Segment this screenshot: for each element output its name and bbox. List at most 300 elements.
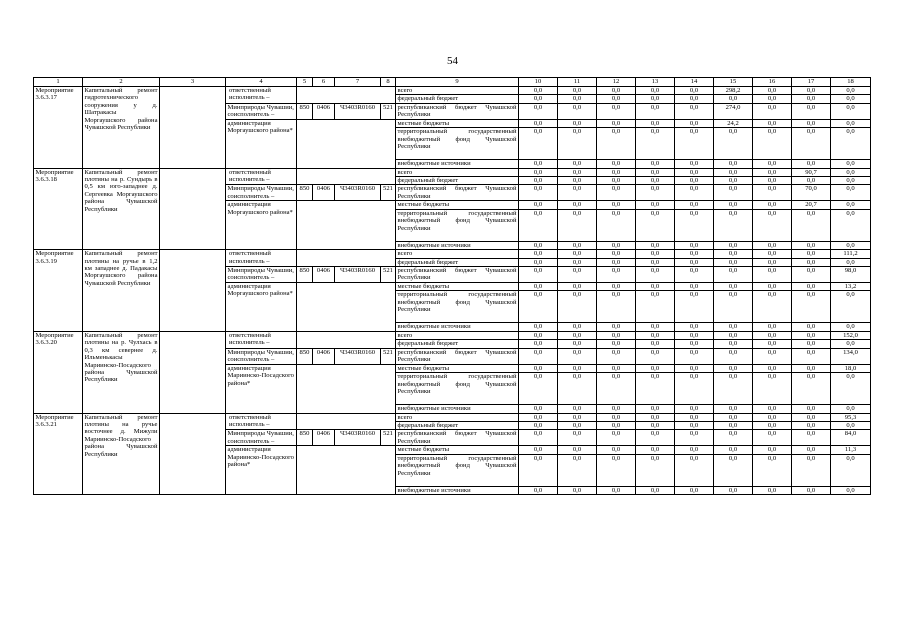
value-cell: 0,0 (558, 87, 597, 95)
value-cell: 0,0 (597, 201, 636, 209)
value-cell: 0,0 (675, 185, 714, 201)
value-cell: 0,0 (714, 373, 753, 405)
executor-label: ответственный исполнитель – (229, 168, 271, 184)
value-cell: 0,0 (519, 413, 558, 421)
value-cell: 0,0 (714, 258, 753, 266)
value-cell: 0,0 (792, 267, 831, 283)
funding-source: внебюджетные источники (396, 241, 519, 249)
value-cell: 0,0 (753, 421, 792, 429)
value-cell: 0,0 (675, 348, 714, 364)
empty-cell (160, 168, 226, 250)
value-cell: 0,0 (636, 446, 675, 454)
header-col-14: 14 (675, 78, 714, 87)
table-row (34, 87, 871, 95)
budget-code: 0406 (313, 103, 335, 119)
value-cell: 152,0 (831, 331, 871, 339)
value-cell: 0,0 (597, 177, 636, 185)
value-cell: 0,0 (792, 413, 831, 421)
value-cell: 0,0 (714, 454, 753, 486)
value-cell: 0,0 (558, 430, 597, 446)
funding-source: федеральный бюджет (396, 421, 519, 429)
budget-code: 521 (381, 185, 396, 201)
value-cell: 0,0 (636, 340, 675, 348)
value-cell: 0,0 (675, 241, 714, 249)
funding-source: территориальный государственный внебюджетный фонд Чувашской Республики (396, 209, 519, 241)
budget-code: Ч3403R0160 (335, 348, 381, 364)
value-cell: 0,0 (714, 128, 753, 160)
value-cell: 0,0 (597, 421, 636, 429)
value-cell: 0,0 (753, 340, 792, 348)
value-cell: 0,0 (714, 331, 753, 339)
value-cell: 0,0 (636, 168, 675, 176)
budget-code: Ч3403R0160 (335, 103, 381, 119)
value-cell: 0,0 (792, 348, 831, 364)
value-cell: 0,0 (831, 119, 871, 127)
header-col-4: 4 (226, 78, 297, 87)
value-cell: 0,0 (714, 250, 753, 258)
executor-mid: Минприроды Чувашии, соисполнитель – (226, 185, 297, 201)
event-description: Капитальный ремонт плотины на ручье восточнее д. Мижули Мариинско-Посадского района Чувашской Республики (83, 413, 160, 495)
value-cell: 0,0 (714, 364, 753, 372)
header-col-13: 13 (636, 78, 675, 87)
value-cell: 0,0 (636, 348, 675, 364)
value-cell: 11,3 (831, 446, 871, 454)
table-row (34, 413, 871, 421)
header-col-2: 2 (83, 78, 160, 87)
value-cell: 0,0 (558, 128, 597, 160)
executor-top-cell (226, 250, 297, 267)
value-cell: 0,0 (831, 128, 871, 160)
value-cell: 0,0 (519, 421, 558, 429)
budget-code: 0406 (313, 348, 335, 364)
budget-code: 521 (381, 267, 396, 283)
value-cell: 84,0 (831, 430, 871, 446)
value-cell: 0,0 (714, 201, 753, 209)
value-cell: 0,0 (753, 331, 792, 339)
value-cell: 0,0 (636, 454, 675, 486)
value-cell: 0,0 (597, 348, 636, 364)
value-cell: 0,0 (636, 430, 675, 446)
event-description: Капитальный ремонт гидротехнического сооружения у д. Шатракасы Моргаушского района Чувашской Республики (83, 87, 160, 169)
value-cell: 0,0 (558, 168, 597, 176)
value-cell: 0,0 (675, 201, 714, 209)
value-cell: 0,0 (792, 103, 831, 119)
value-cell: 0,0 (753, 373, 792, 405)
header-col-8: 8 (381, 78, 396, 87)
value-cell: 0,0 (519, 201, 558, 209)
value-cell: 0,0 (831, 87, 871, 95)
funding-source: территориальный государственный внебюджетный фонд Чувашской Республики (396, 291, 519, 323)
value-cell: 0,0 (636, 405, 675, 413)
table-row (34, 250, 871, 258)
value-cell: 0,0 (714, 421, 753, 429)
value-cell: 0,0 (519, 87, 558, 95)
executor-bottom: администрация Моргаушского района* (226, 201, 297, 250)
value-cell: 0,0 (792, 291, 831, 323)
value-cell: 0,0 (792, 486, 831, 494)
codes-blank (297, 331, 396, 348)
executor-bottom: администрация Моргаушского района* (226, 119, 297, 168)
value-cell: 0,0 (558, 323, 597, 331)
value-cell: 0,0 (675, 250, 714, 258)
value-cell: 0,0 (831, 340, 871, 348)
value-cell: 0,0 (675, 291, 714, 323)
value-cell: 0,0 (597, 331, 636, 339)
value-cell: 0,0 (636, 331, 675, 339)
value-cell: 0,0 (714, 95, 753, 103)
budget-code: Ч3403R0160 (335, 185, 381, 201)
budget-code: 0406 (313, 185, 335, 201)
value-cell: 0,0 (597, 364, 636, 372)
value-cell: 0,0 (558, 413, 597, 421)
value-cell: 0,0 (792, 364, 831, 372)
budget-code: 521 (381, 430, 396, 446)
value-cell: 0,0 (519, 128, 558, 160)
value-cell: 0,0 (675, 364, 714, 372)
funding-source: местные бюджеты (396, 364, 519, 372)
value-cell: 0,0 (714, 340, 753, 348)
value-cell: 0,0 (558, 454, 597, 486)
value-cell: 0,0 (792, 177, 831, 185)
value-cell: 0,0 (636, 103, 675, 119)
executor-top-cell (226, 331, 297, 348)
value-cell: 0,0 (753, 283, 792, 291)
executor-mid: Минприроды Чувашии, соисполнитель – (226, 103, 297, 119)
value-cell: 0,0 (597, 454, 636, 486)
value-cell: 0,0 (558, 421, 597, 429)
value-cell: 0,0 (519, 340, 558, 348)
value-cell: 0,0 (792, 250, 831, 258)
value-cell: 0,0 (675, 331, 714, 339)
value-cell: 0,0 (519, 267, 558, 283)
value-cell: 0,0 (519, 454, 558, 486)
value-cell: 90,7 (792, 168, 831, 176)
value-cell: 0,0 (831, 185, 871, 201)
funding-source: республиканский бюджет Чувашской Республики (397, 267, 517, 282)
codes-blank (297, 119, 396, 168)
funding-source: республиканский бюджет Чувашской Республики (397, 348, 517, 364)
value-cell: 0,0 (675, 283, 714, 291)
value-cell: 0,0 (636, 413, 675, 421)
funding-source: всего (396, 168, 519, 176)
funding-source: внебюджетные источники (396, 486, 519, 494)
value-cell: 0,0 (753, 201, 792, 209)
event-number: Мероприятие 3.6.3.21 (34, 413, 83, 495)
funding-source: всего (396, 331, 519, 339)
value-cell: 134,0 (831, 348, 871, 364)
empty-cell (160, 413, 226, 495)
value-cell: 0,0 (675, 373, 714, 405)
executor-top-cell (226, 87, 297, 104)
value-cell: 0,0 (636, 87, 675, 95)
empty-cell (160, 331, 226, 413)
table-row (34, 168, 871, 176)
value-cell: 0,0 (831, 421, 871, 429)
value-cell: 0,0 (675, 340, 714, 348)
funding-source: всего (396, 87, 519, 95)
value-cell: 0,0 (519, 209, 558, 241)
value-cell: 0,0 (675, 177, 714, 185)
value-cell: 0,0 (519, 95, 558, 103)
value-cell: 0,0 (753, 446, 792, 454)
executor-top-cell (226, 168, 297, 185)
value-cell: 0,0 (753, 486, 792, 494)
value-cell: 0,0 (558, 291, 597, 323)
value-cell: 0,0 (636, 267, 675, 283)
event-description: Капитальный ремонт плотины на р. Чулхась в 0,3 км севернее д. Ильменькасы Мариинско-Посадского района Чувашской Республики (83, 331, 160, 413)
value-cell: 0,0 (636, 209, 675, 241)
value-cell: 0,0 (792, 323, 831, 331)
value-cell: 0,0 (558, 177, 597, 185)
value-cell: 0,0 (519, 291, 558, 323)
value-cell: 0,0 (753, 267, 792, 283)
value-cell: 0,0 (636, 160, 675, 168)
executor-label: ответственный исполнитель – (229, 87, 271, 102)
budget-code: 850 (297, 430, 313, 446)
codes-blank (297, 250, 396, 267)
event-number: Мероприятие 3.6.3.18 (34, 168, 83, 250)
funding-source: местные бюджеты (396, 201, 519, 209)
value-cell: 0,0 (831, 168, 871, 176)
value-cell: 0,0 (831, 160, 871, 168)
executor-mid: Минприроды Чувашии, соисполнитель – (226, 267, 297, 283)
value-cell: 0,0 (753, 177, 792, 185)
funding-source: федеральный бюджет (396, 177, 519, 185)
event-description: Капитальный ремонт плотины на р. Сундырь в 0,5 км юго-западнее д. Сергеевка Моргаушского района Чувашской Республики (83, 168, 160, 250)
value-cell: 0,0 (753, 185, 792, 201)
value-cell: 0,0 (558, 486, 597, 494)
value-cell: 0,0 (636, 323, 675, 331)
header-col-11: 11 (558, 78, 597, 87)
executor-top-cell (226, 413, 297, 430)
value-cell: 0,0 (753, 291, 792, 323)
value-cell: 0,0 (636, 128, 675, 160)
value-cell: 0,0 (675, 87, 714, 95)
codes-blank (297, 283, 396, 332)
value-cell: 0,0 (792, 331, 831, 339)
executor-label: ответственный исполнитель – (229, 413, 271, 428)
value-cell: 0,0 (831, 373, 871, 405)
codes-blank (297, 87, 396, 104)
codes-blank (297, 364, 396, 413)
value-cell: 0,0 (519, 241, 558, 249)
funding-source: внебюджетные источники (396, 160, 519, 168)
value-cell: 0,0 (714, 160, 753, 168)
value-cell: 0,0 (597, 283, 636, 291)
value-cell: 0,0 (597, 486, 636, 494)
budget-code: 521 (381, 348, 396, 364)
value-cell: 0,0 (597, 119, 636, 127)
value-cell: 0,0 (597, 168, 636, 176)
value-cell: 0,0 (597, 87, 636, 95)
value-cell: 0,0 (714, 486, 753, 494)
value-cell: 0,0 (753, 348, 792, 364)
value-cell: 0,0 (753, 209, 792, 241)
value-cell: 0,0 (675, 209, 714, 241)
value-cell: 0,0 (714, 413, 753, 421)
value-cell: 0,0 (519, 160, 558, 168)
value-cell: 0,0 (558, 185, 597, 201)
value-cell: 0,0 (597, 258, 636, 266)
value-cell: 0,0 (714, 168, 753, 176)
value-cell: 0,0 (675, 430, 714, 446)
value-cell: 0,0 (597, 241, 636, 249)
value-cell: 0,0 (558, 446, 597, 454)
value-cell: 0,0 (519, 348, 558, 364)
value-cell: 0,0 (636, 185, 675, 201)
funding-source: всего (396, 250, 519, 258)
value-cell: 0,0 (753, 168, 792, 176)
executor-label: ответственный исполнитель – (229, 331, 271, 347)
funding-source: республиканский бюджет Чувашской Республики (397, 103, 517, 119)
value-cell: 0,0 (714, 185, 753, 201)
value-cell: 0,0 (558, 201, 597, 209)
value-cell: 0,0 (519, 364, 558, 372)
funding-source: внебюджетные источники (396, 323, 519, 331)
value-cell: 0,0 (636, 421, 675, 429)
funding-source: территориальный государственный внебюджетный фонд Чувашской Республики (396, 128, 519, 160)
value-cell: 0,0 (753, 119, 792, 127)
budget-code: 0406 (313, 430, 335, 446)
header-col-18: 18 (831, 78, 871, 87)
value-cell: 0,0 (519, 283, 558, 291)
value-cell: 0,0 (597, 405, 636, 413)
value-cell: 0,0 (792, 258, 831, 266)
executor-mid: Минприроды Чувашии, соисполнитель – (226, 430, 297, 446)
value-cell: 0,0 (636, 373, 675, 405)
value-cell: 0,0 (753, 241, 792, 249)
value-cell: 0,0 (792, 373, 831, 405)
value-cell: 0,0 (792, 446, 831, 454)
value-cell: 0,0 (753, 430, 792, 446)
value-cell: 98,0 (831, 267, 871, 283)
value-cell: 0,0 (792, 421, 831, 429)
value-cell: 0,0 (558, 283, 597, 291)
value-cell: 0,0 (831, 486, 871, 494)
value-cell: 0,0 (519, 430, 558, 446)
budget-code: 850 (297, 185, 313, 201)
codes-blank (297, 413, 396, 430)
value-cell: 0,0 (831, 258, 871, 266)
value-cell: 0,0 (558, 331, 597, 339)
value-cell: 0,0 (519, 373, 558, 405)
funding-source: федеральный бюджет (396, 258, 519, 266)
value-cell: 0,0 (753, 87, 792, 95)
value-cell: 0,0 (597, 340, 636, 348)
value-cell: 0,0 (636, 291, 675, 323)
value-cell: 0,0 (636, 201, 675, 209)
value-cell: 0,0 (519, 250, 558, 258)
value-cell: 0,0 (714, 283, 753, 291)
funding-source: внебюджетные источники (396, 405, 519, 413)
value-cell: 0,0 (519, 405, 558, 413)
value-cell: 0,0 (519, 177, 558, 185)
funding-source: федеральный бюджет (396, 340, 519, 348)
value-cell: 0,0 (558, 405, 597, 413)
value-cell: 0,0 (519, 119, 558, 127)
value-cell: 0,0 (558, 250, 597, 258)
value-cell: 0,0 (519, 331, 558, 339)
value-cell: 0,0 (597, 413, 636, 421)
value-cell: 0,0 (831, 177, 871, 185)
value-cell: 0,0 (675, 103, 714, 119)
value-cell: 0,0 (597, 250, 636, 258)
value-cell: 0,0 (675, 486, 714, 494)
value-cell: 0,0 (558, 340, 597, 348)
funding-source: местные бюджеты (396, 446, 519, 454)
value-cell: 0,0 (714, 177, 753, 185)
value-cell: 0,0 (675, 267, 714, 283)
value-cell: 0,0 (597, 430, 636, 446)
value-cell: 0,0 (753, 405, 792, 413)
value-cell: 0,0 (831, 103, 871, 119)
value-cell: 0,0 (519, 258, 558, 266)
program-table (33, 77, 871, 495)
header-col-16: 16 (753, 78, 792, 87)
value-cell: 0,0 (792, 128, 831, 160)
value-cell: 0,0 (558, 373, 597, 405)
value-cell: 0,0 (519, 446, 558, 454)
value-cell: 0,0 (714, 291, 753, 323)
budget-code: Ч3403R0160 (335, 430, 381, 446)
value-cell: 0,0 (558, 160, 597, 168)
value-cell: 0,0 (519, 185, 558, 201)
value-cell: 0,0 (597, 160, 636, 168)
value-cell: 0,0 (597, 267, 636, 283)
value-cell: 0,0 (675, 119, 714, 127)
value-cell: 0,0 (558, 267, 597, 283)
codes-blank (297, 446, 396, 495)
value-cell: 0,0 (636, 250, 675, 258)
value-cell: 0,0 (675, 160, 714, 168)
value-cell: 0,0 (558, 348, 597, 364)
budget-code: 521 (381, 103, 396, 119)
header-col-12: 12 (597, 78, 636, 87)
value-cell: 0,0 (519, 323, 558, 331)
budget-code: 850 (297, 103, 313, 119)
value-cell: 0,0 (831, 405, 871, 413)
value-cell: 0,0 (558, 119, 597, 127)
value-cell: 0,0 (675, 421, 714, 429)
funding-source: территориальный государственный внебюджетный фонд Чувашской Республики (396, 373, 519, 405)
codes-blank (297, 201, 396, 250)
event-number: Мероприятие 3.6.3.19 (34, 250, 83, 332)
header-col-7: 7 (335, 78, 381, 87)
value-cell: 13,2 (831, 283, 871, 291)
funding-source: местные бюджеты (396, 119, 519, 127)
header-row (34, 78, 871, 87)
value-cell: 0,0 (558, 364, 597, 372)
value-cell: 0,0 (675, 258, 714, 266)
value-cell: 20,7 (792, 201, 831, 209)
value-cell: 0,0 (831, 291, 871, 323)
value-cell: 0,0 (753, 323, 792, 331)
value-cell: 0,0 (714, 405, 753, 413)
value-cell: 111,2 (831, 250, 871, 258)
value-cell: 0,0 (753, 250, 792, 258)
value-cell: 0,0 (597, 373, 636, 405)
value-cell: 0,0 (636, 486, 675, 494)
page-number: 54 (447, 55, 458, 67)
value-cell: 0,0 (519, 168, 558, 176)
value-cell: 0,0 (792, 160, 831, 168)
funding-source: федеральный бюджет (396, 95, 519, 103)
executor-bottom: администрация Мариинско-Посадского района* (226, 446, 297, 495)
value-cell: 0,0 (675, 168, 714, 176)
executor-bottom: администрация Мариинско-Посадского района* (226, 364, 297, 413)
value-cell: 0,0 (636, 95, 675, 103)
value-cell: 0,0 (519, 103, 558, 119)
